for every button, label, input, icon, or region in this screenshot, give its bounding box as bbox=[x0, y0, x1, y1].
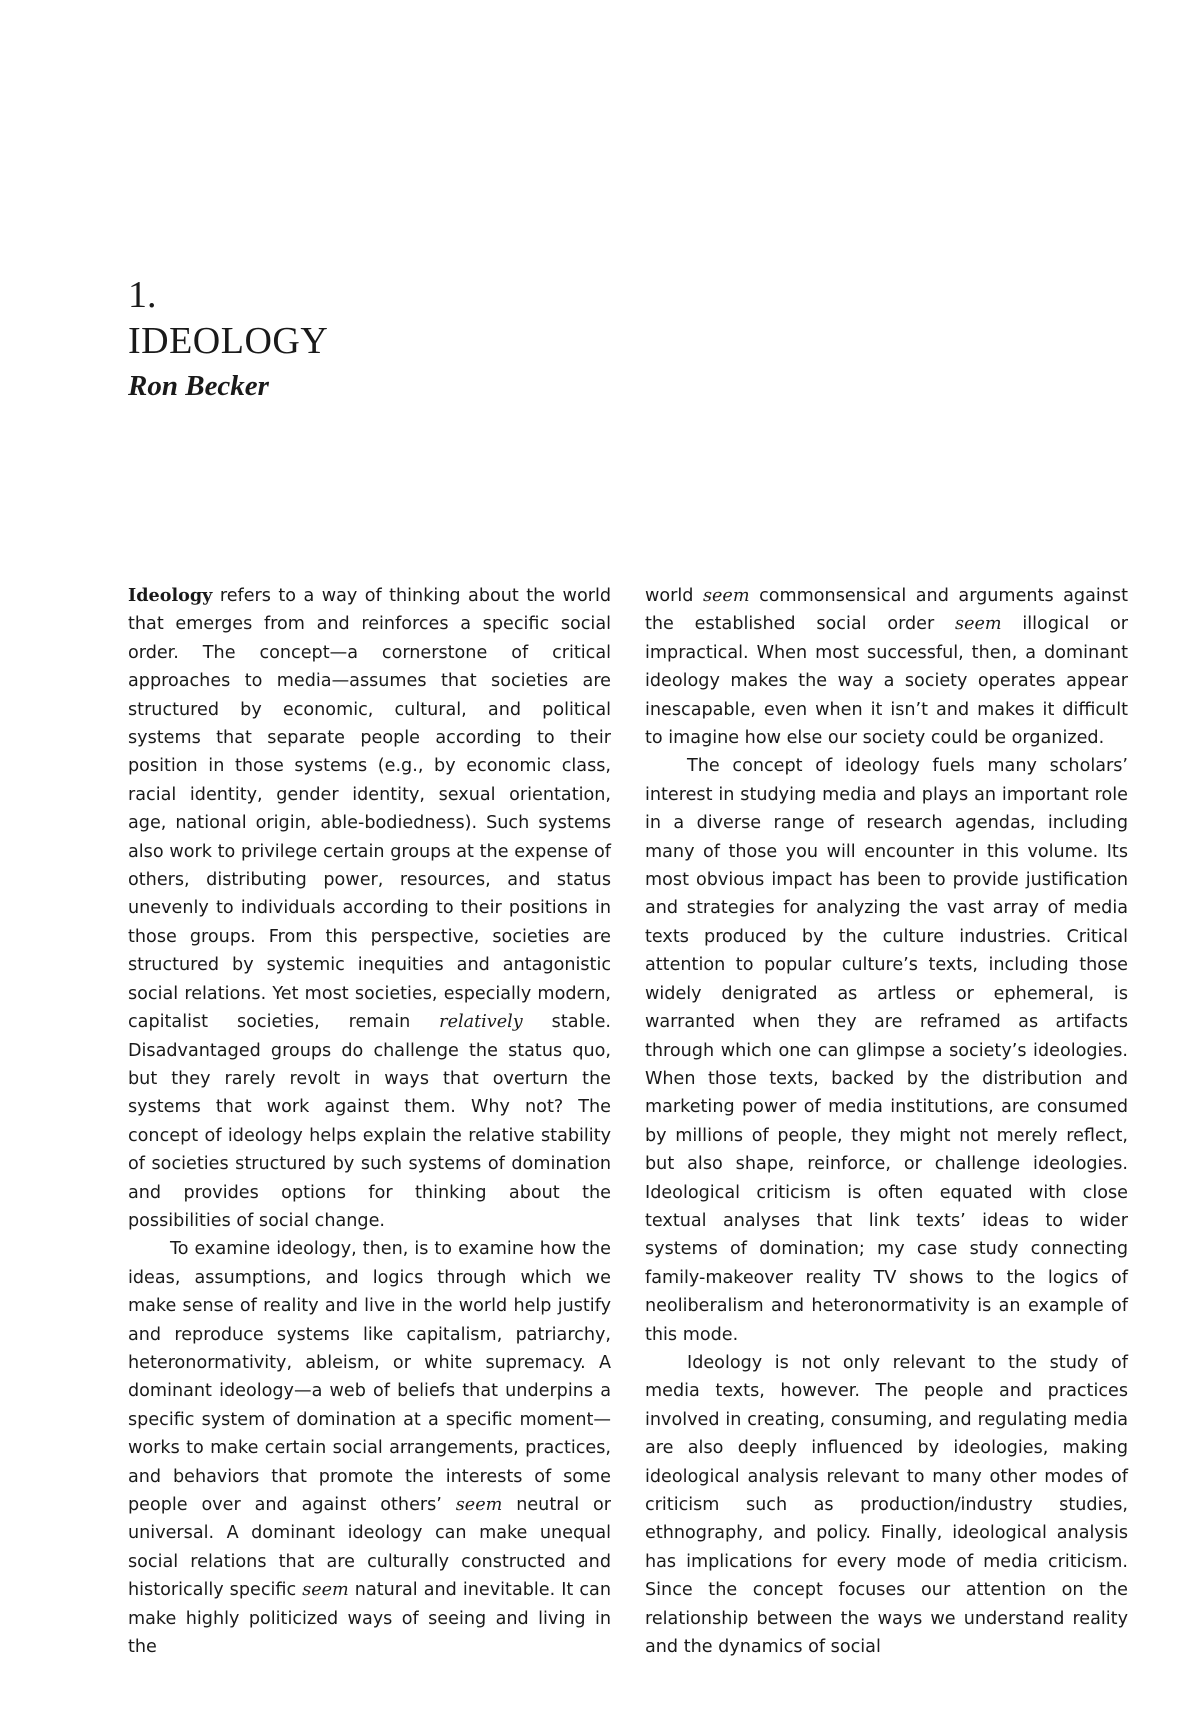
emphasis: seem bbox=[702, 586, 750, 606]
paragraph bbox=[645, 582, 1128, 752]
chapter-heading bbox=[128, 272, 328, 406]
paragraph bbox=[645, 1349, 1128, 1661]
chapter-author: Ron Becker bbox=[128, 370, 269, 402]
emphasis: seem bbox=[455, 1495, 503, 1515]
text-run: refers to a way of thinking about the world that emerges from and reinforces a specific social order. The concept—a cornerstone of critical approaches to media—assumes that societies are structured by economic, cultural, and political systems that separate people according to their position in those systems (e.g., by economic class, racial identity, gender identity, sexual orientation, age, national origin, able-bodiedness). Such systems also work to privilege certain groups at the expense of others, distributing power, resources, and status unevenly to individuals according to their positions in those groups. From this perspective, societies are structured by systemic inequities and antagonistic social relations. Yet most societies, especially modern, capitalist societies, remain bbox=[128, 586, 611, 1033]
emphasis: seem bbox=[302, 1580, 349, 1601]
paragraph bbox=[128, 1235, 611, 1661]
text-run: Ideology is not only relevant to the study of media texts, however. The people and practices involved in creating, consuming, and regulating media are also deeply influenced by ideologies, making ideological analysis relevant to many other modes of criticism such as production/industry studies, ethnography, and policy. Finally, ideological analysis has implications for every mode of media criticism. Since the concept focuses our attention on the relationship between the ways we understand reality and the dynamics of social bbox=[645, 1352, 1128, 1658]
key-term: Ideology bbox=[128, 585, 213, 606]
text-run: world bbox=[645, 586, 703, 606]
chapter-title: IDEOLOGY bbox=[128, 320, 329, 362]
text-run: The concept of ideology fuels many scholars’ interest in studying media and plays an important role in a diverse range of research agendas, including many of those you will encounter in this volume. Its most obvious impact has been to provide justification and strategies for analyzing the vast array of media texts produced by the culture industries. Critical attention to popular culture’s texts, including those widely denigrated as artless or ephemeral, is warranted when they are reframed as artifacts through which one can glimpse a society’s ideologies. When those texts, backed by the distribution and marketing power of media institutions, are consumed by millions of people, they might not merely reflect, but also shape, reinforce, or challenge ideologies. Ideological criticism is often equated with close textual analyses that link texts’ ideas to wider systems of domination; my case study connecting family-makeover reality TV shows to the logics of neoliberalism and heteronormativity is an example of this mode. bbox=[645, 756, 1128, 1345]
text-run: neutral or universal. A dominant ideology can make unequal social relations that are culturally constructed and historically specific bbox=[128, 1495, 611, 1601]
left-column bbox=[128, 582, 611, 1661]
body-columns bbox=[128, 582, 1128, 1661]
paragraph bbox=[645, 752, 1128, 1349]
emphasis: seem bbox=[955, 614, 1002, 635]
text-run: To examine ideology, then, is to examine how the ideas, assumptions, and logics through which we make sense of reality and live in the world help justify and reproduce systems like capitalism, patriarchy, heteronormativity, ableism, or white supremacy. A dominant ideology—a web of beliefs that underpins a specific system of domination at a specific moment—works to make certain social arrangements, practices, and behaviors that promote the interests of some people over and against others’ bbox=[128, 1239, 611, 1515]
text-run: natural and inevitable. It can make highly politicized ways of seeing and living in the bbox=[128, 1580, 611, 1658]
right-column bbox=[645, 582, 1128, 1661]
emphasis: relatively bbox=[439, 1012, 523, 1033]
paragraph bbox=[128, 582, 611, 1235]
text-run: illogical or impractical. When most successful, then, a dominant ideology makes the way a society operates appear inescapable, even when it isn’t and makes it difficult to imagine how else our society could be organized. bbox=[645, 614, 1128, 749]
chapter-number: 1. bbox=[128, 274, 157, 316]
text-run: commonsensical and arguments against the established social order bbox=[645, 586, 1128, 635]
text-run: stable. Disadvantaged groups do challenge the status quo, but they rarely revolt in ways that overturn the systems that work against them. Why not? The concept of ideology helps explain the relative stability of societies structured by such systems of domination and provides options for thinking about the possibilities of social change. bbox=[128, 1012, 611, 1231]
